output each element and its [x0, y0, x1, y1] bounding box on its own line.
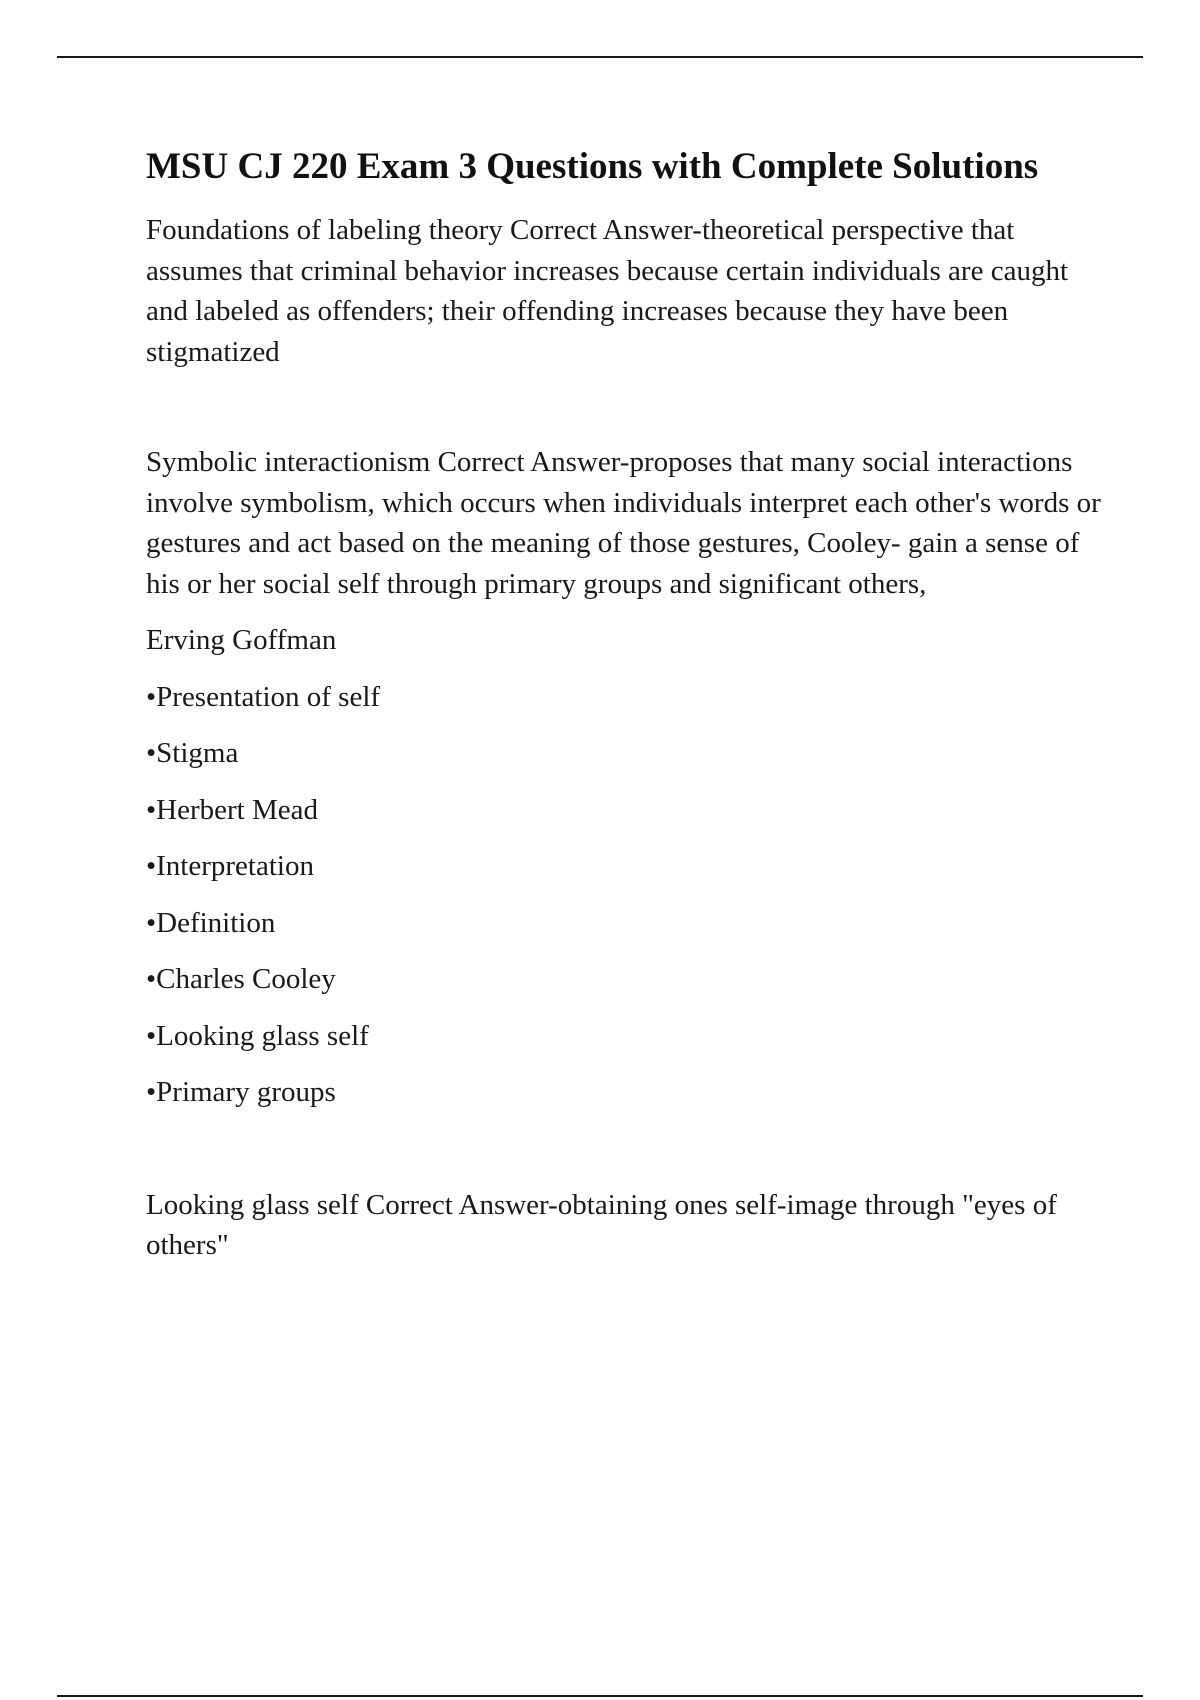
list-item: •Primary groups: [146, 1076, 336, 1108]
list-item: •Interpretation: [146, 850, 314, 882]
bullet-list: [146, 677, 1106, 1113]
list-item: •Charles Cooley: [146, 963, 336, 995]
top-divider: [57, 56, 1143, 58]
spacer: [146, 372, 1106, 442]
subheading-erving-goffman: Erving Goffman: [146, 624, 337, 656]
list-item: •Presentation of self: [146, 680, 381, 713]
document-title: MSU CJ 220 Exam 3 Questions with Complete Solutions: [146, 146, 1039, 187]
bottom-divider: [57, 1695, 1143, 1697]
qa-entry-looking-glass-self: Looking glass self Correct Answer-obtaining ones self-image through "eyes of others": [146, 1188, 1057, 1261]
qa-entry-symbolic-interactionism: Symbolic interactionism Correct Answer-proposes that many social interactions involve symbolism, which occurs when individuals interpret each other's words or gestures and act based on the meaning of those gestures, Cooley- gain a sense of his or her social self through primary groups and significant others,: [146, 446, 1101, 600]
list-item: •Looking glass self: [146, 1019, 369, 1052]
document-body: [146, 142, 1106, 1266]
qa-entry-labeling-theory: Foundations of labeling theory Correct Answer-theoretical perspective that assumes that criminal behavior increases because certain individuals are caught and labeled as offenders; their offending increases because they have been stigmatized: [146, 214, 1068, 368]
spacer: [146, 604, 1106, 620]
spacer: [146, 1113, 1106, 1185]
list-item: •Stigma: [146, 737, 239, 769]
list-item: •Definition: [146, 906, 276, 939]
list-item: •Herbert Mead: [146, 793, 318, 826]
